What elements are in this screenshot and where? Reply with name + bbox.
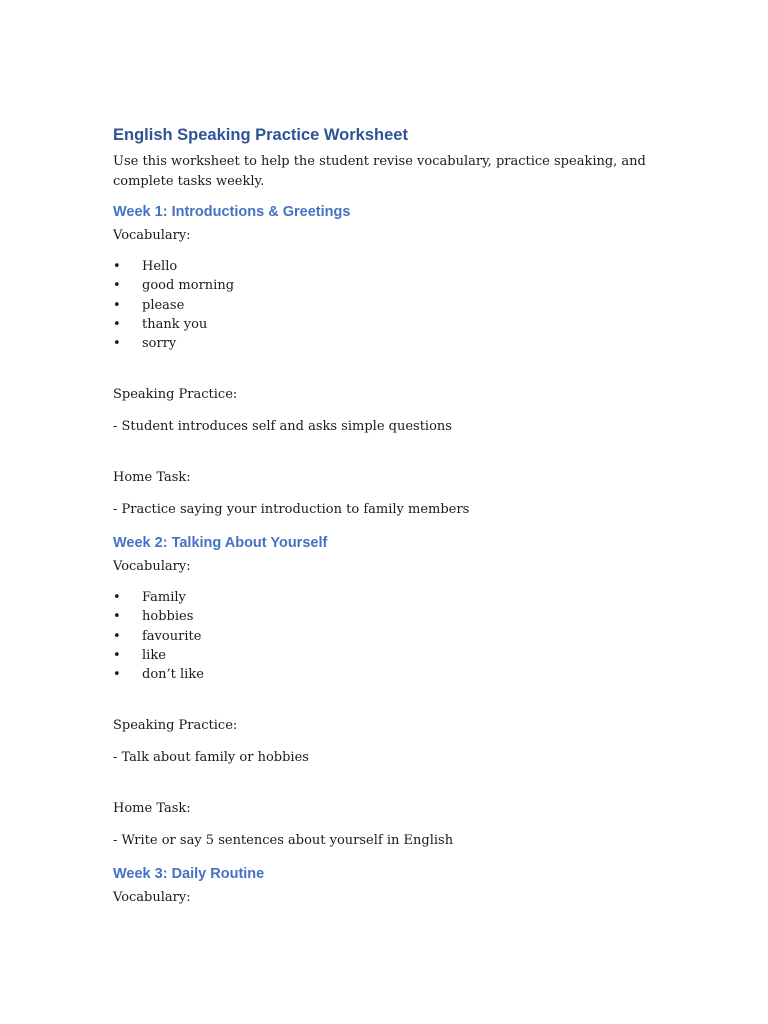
week-1-speaking-task: - Student introduces self and asks simple questions [113,419,452,435]
week-3-section [113,864,673,907]
bullet-icon: • [113,647,121,663]
week-2-speaking-label: Speaking Practice: [113,718,238,734]
week-1-heading: Week 1: Introductions & Greetings [113,204,351,220]
document-title: English Speaking Practice Worksheet [113,126,408,144]
week-1-home-label: Home Task: [113,470,191,486]
document-body [113,124,673,905]
bullet-icon: • [113,590,121,605]
list-item: • thank you [113,315,673,334]
week-2-home-task: - Write or say 5 sentences about yourself in English [113,833,454,849]
bullet-icon: • [113,278,121,294]
week-2-home-label: Home Task: [113,801,191,817]
list-item: • please [113,296,673,315]
bullet-icon: • [113,336,121,352]
bullet-icon: • [113,297,121,313]
week-2-vocab-label: Vocabulary: [113,559,191,574]
bullet-icon: • [113,259,121,274]
list-item: • hobbies [113,607,673,626]
bullet-icon: • [113,667,121,683]
week-2-speaking-task: - Talk about family or hobbies [113,750,309,766]
week-1-vocab-list [113,257,673,353]
week-2-vocab-list [113,588,673,684]
list-item: • Family [113,588,673,607]
intro-paragraph: Use this worksheet to help the student revise vocabulary, practice speaking, and complete tasks weekly. [113,154,646,189]
bullet-icon: • [113,628,121,644]
list-item: • Hello [113,257,673,276]
list-item: • don’t like [113,665,673,684]
bullet-icon: • [113,609,121,625]
week-3-vocab-label: Vocabulary: [113,890,191,905]
week-3-heading: Week 3: Daily Routine [113,866,265,882]
list-item: • sorry [113,334,673,353]
week-1-section [113,202,673,519]
list-item: • like [113,646,673,665]
list-item: • good morning [113,276,673,295]
week-2-heading: Week 2: Talking About Yourself [113,535,328,551]
week-2-section [113,533,673,850]
week-1-home-task: - Practice saying your introduction to family members [113,502,470,518]
list-item: • favourite [113,627,673,646]
week-1-speaking-label: Speaking Practice: [113,387,238,403]
week-1-vocab-label: Vocabulary: [113,228,191,243]
bullet-icon: • [113,316,121,332]
